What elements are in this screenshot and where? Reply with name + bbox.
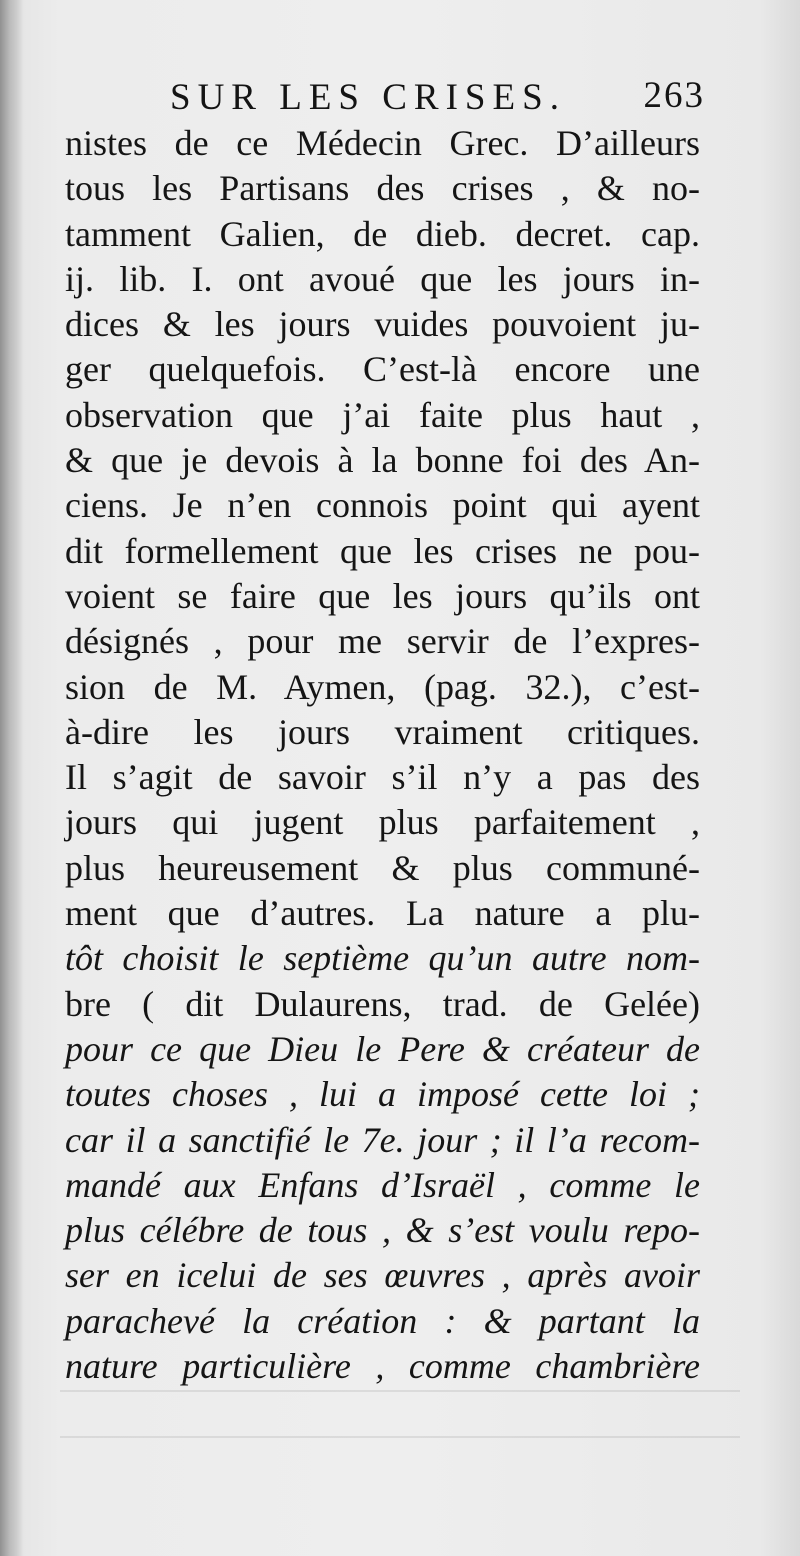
text-line: désignés , pour me servir de l’expres-	[65, 621, 700, 662]
text-line: tamment Galien, de dieb. decret. cap.	[65, 213, 700, 254]
text-line: tous les Partisans des crises , & no-	[65, 168, 700, 209]
text-line: & que je devois à la bonne foi des An-	[65, 440, 700, 481]
page-number: 263	[643, 75, 705, 116]
text-line: nistes de ce Médecin Grec. D’ailleurs	[65, 123, 700, 163]
text-line: car il a sanctifié le 7e. jour ; il l’a recom-	[65, 1119, 700, 1160]
text-line: ciens. Je n’en connois point qui ayent	[65, 485, 700, 526]
running-title: SUR LES CRISES.	[170, 77, 566, 118]
text-line: jours qui jugent plus parfaitement ,	[65, 802, 700, 843]
text-line: plus heureusement & plus communé-	[65, 847, 700, 888]
text-line: toutes choses , lui a imposé cette loi ;	[65, 1074, 700, 1115]
text-line: dit formellement que les crises ne pou-	[65, 530, 700, 571]
text-line: bre ( dit Dulaurens, trad. de Gelée)	[65, 983, 700, 1024]
text-line: plus célébre de tous , & s’est voulu repo-	[65, 1210, 700, 1251]
text-line: nature particulière , comme chambrière	[65, 1346, 700, 1387]
text-line: voient se faire que les jours qu’ils ont	[65, 575, 700, 616]
text-line: Il s’agit de savoir s’il n’y a pas des	[65, 757, 700, 798]
text-line: tôt choisit le septième qu’un autre nom-	[65, 938, 700, 979]
text-line: à-dire les jours vraiment critiques.	[65, 711, 700, 752]
body-text	[65, 121, 700, 1389]
text-line: ij. lib. I. ont avoué que les jours in-	[65, 258, 700, 299]
text-line: ger quelquefois. C’est-là encore une	[65, 349, 700, 390]
text-line: observation que j’ai faite plus haut ,	[65, 394, 700, 435]
running-head	[65, 68, 705, 118]
text-line: mandé aux Enfans d’Israël , comme le	[65, 1164, 700, 1205]
show-through-bleed	[60, 1390, 740, 1480]
text-line: parachevé la création : & partant la	[65, 1300, 700, 1341]
text-line: dices & les jours vuides pouvoient ju-	[65, 304, 700, 345]
text-line: pour ce que Dieu le Pere & créateur de	[65, 1028, 700, 1069]
text-line: sion de M. Aymen, (pag. 32.), c’est-	[65, 666, 700, 707]
binding-gutter-shadow	[0, 0, 24, 1556]
text-line: ment que d’autres. La nature a plu-	[65, 893, 700, 934]
text-line: ser en icelui de ses œuvres , après avoir	[65, 1255, 700, 1296]
